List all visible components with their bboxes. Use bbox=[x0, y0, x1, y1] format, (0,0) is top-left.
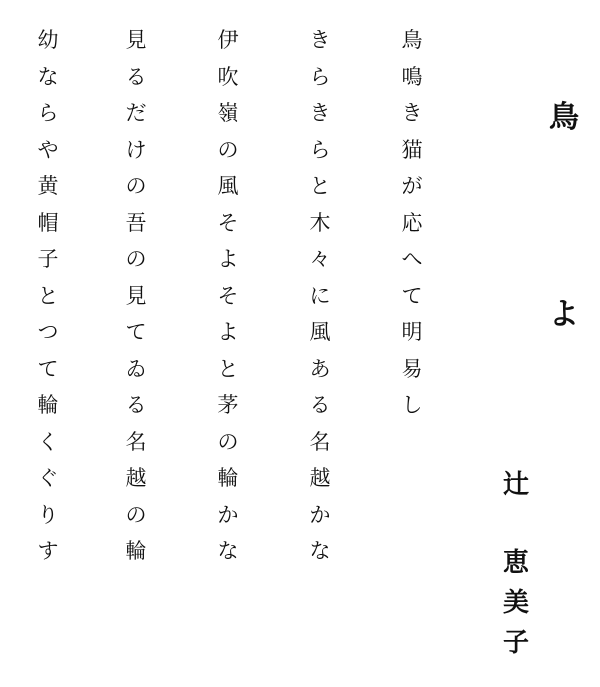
poem-title bbox=[544, 100, 584, 333]
title-char: 鳥 bbox=[549, 100, 579, 135]
author-char: 子 bbox=[502, 628, 529, 658]
author-char: 辻 bbox=[502, 470, 529, 500]
poem-char: ゐ bbox=[125, 356, 147, 381]
poem-char: 木 bbox=[309, 210, 331, 235]
poem-char: の bbox=[125, 247, 147, 271]
poem-char: に bbox=[309, 283, 331, 308]
poem-char: 嶺 bbox=[217, 101, 239, 125]
haiku-5 bbox=[28, 22, 68, 570]
poem-char: な bbox=[37, 64, 59, 89]
poem-char: か bbox=[309, 502, 331, 527]
poem-char: 越 bbox=[309, 466, 331, 490]
poem-char: る bbox=[125, 64, 147, 89]
poem-char: 鳴 bbox=[401, 64, 423, 89]
poem-char: へ bbox=[401, 247, 423, 271]
poem-char: き bbox=[309, 28, 331, 52]
poem-char: す bbox=[37, 539, 59, 563]
poem-char: て bbox=[37, 356, 59, 381]
poem-char: 猫 bbox=[401, 137, 423, 162]
title-char: よ bbox=[549, 296, 579, 332]
poem-char: き bbox=[309, 101, 331, 125]
poem-char: と bbox=[309, 174, 331, 198]
poem-char: 輪 bbox=[217, 466, 239, 490]
author-name bbox=[496, 465, 536, 663]
haiku-1 bbox=[392, 22, 432, 424]
poem-char: 帽 bbox=[37, 210, 59, 235]
poem-char: 茅 bbox=[217, 393, 239, 417]
poem-char: だ bbox=[125, 101, 147, 125]
poem-char: 見 bbox=[125, 283, 147, 308]
poem-char: の bbox=[217, 429, 239, 454]
haiku-4 bbox=[116, 22, 156, 570]
poem-char: け bbox=[125, 137, 147, 162]
poem-char: 名 bbox=[309, 429, 331, 454]
poem-char: 易 bbox=[401, 356, 423, 381]
poem-char: よ bbox=[217, 320, 239, 344]
poem-char: る bbox=[309, 393, 331, 417]
poem-char: 々 bbox=[309, 247, 331, 271]
poem-char: ら bbox=[309, 64, 331, 89]
poem-char: し bbox=[401, 393, 423, 417]
poem-char: 幼 bbox=[37, 28, 59, 52]
poem-char: よ bbox=[217, 247, 239, 271]
poem-char: そ bbox=[217, 210, 239, 235]
poem-char: な bbox=[309, 539, 331, 563]
poem-char: 風 bbox=[309, 320, 331, 344]
haiku-2 bbox=[300, 22, 340, 570]
poem-char: 越 bbox=[125, 466, 147, 490]
poem-char: か bbox=[217, 502, 239, 527]
poem-char: 明 bbox=[401, 320, 423, 344]
poem-char: ら bbox=[309, 137, 331, 162]
poem-char: 吾 bbox=[125, 210, 147, 235]
poem-char: 応 bbox=[401, 210, 423, 235]
poem-char: て bbox=[401, 283, 423, 308]
poem-char: 子 bbox=[37, 247, 59, 271]
poem-char: つ bbox=[37, 320, 59, 344]
poem-char: 風 bbox=[217, 174, 239, 198]
poem-char: な bbox=[217, 539, 239, 563]
poem-char: 輪 bbox=[125, 539, 147, 563]
poem-char: き bbox=[401, 101, 423, 125]
poem-char: 伊 bbox=[217, 28, 239, 52]
poem-char: 黄 bbox=[37, 174, 59, 198]
poem-char: や bbox=[37, 137, 59, 162]
poem-char: く bbox=[37, 429, 59, 454]
poem-char: 見 bbox=[125, 28, 147, 52]
poem-char: て bbox=[125, 320, 147, 344]
poem-char: あ bbox=[309, 356, 331, 381]
poem-char: の bbox=[125, 502, 147, 527]
haiku-3 bbox=[208, 22, 248, 570]
poem-char: ぐ bbox=[37, 466, 59, 490]
poem-char: そ bbox=[217, 283, 239, 308]
poem-char: ら bbox=[37, 101, 59, 125]
poem-char: の bbox=[125, 174, 147, 198]
poem-char: 吹 bbox=[217, 64, 239, 89]
poem-char: と bbox=[37, 283, 59, 308]
poem-char: と bbox=[217, 356, 239, 381]
poem-char: が bbox=[401, 174, 423, 198]
author-char: 美 bbox=[502, 588, 529, 618]
poem-char: る bbox=[125, 393, 147, 417]
poem-char: の bbox=[217, 137, 239, 162]
poem-char: 名 bbox=[125, 429, 147, 454]
poem-char: り bbox=[37, 502, 59, 527]
poem-char: 輪 bbox=[37, 393, 59, 417]
author-char: 恵 bbox=[502, 548, 529, 578]
poem-char: 鳥 bbox=[401, 28, 423, 52]
